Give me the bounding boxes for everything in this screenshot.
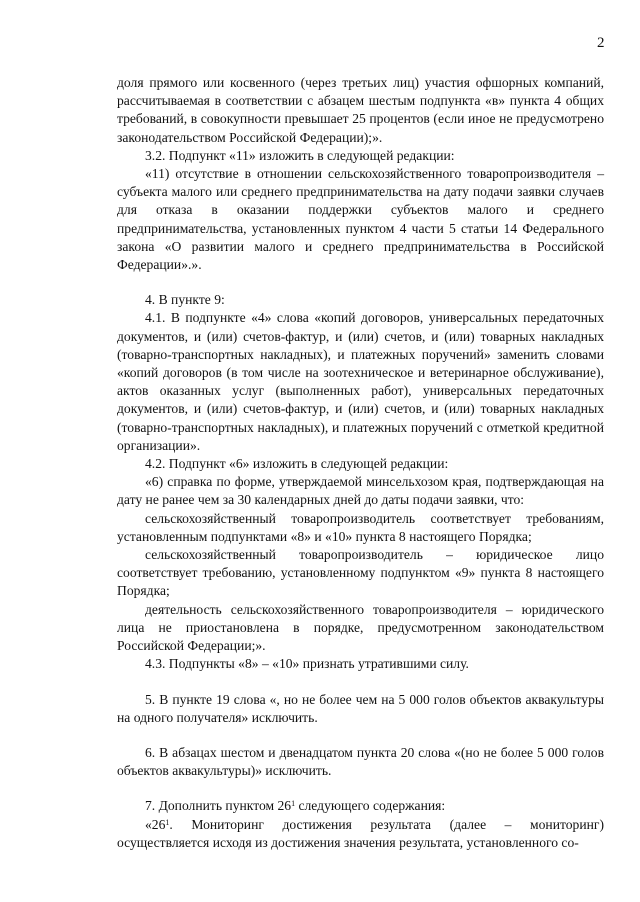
paragraph-text: 4.1. В подпункте «4» слова «копий договоров, универсальных передаточных документов, и (или) счетов-фактур, и (или) счетов, и (или) товарных накладных (товарно-транспортных накладных), и платежных поручений» заменить словами «копий договоров (в том числе на зоотехническое и ветеринарное обслуживание), актов оказанных услуг (выполненных работ), универсальных передаточных документов, и (или) счетов-фактур, и (или) счетов, и (или) товарных накладных (товарно-транспортных накладных), и платежных поручений с отметкой кредитной организации». — [117, 310, 604, 453]
paragraph-text: 5. В пункте 19 слова «, но не более чем на 5 000 голов объектов аквакультуры на одного получателя» исключить. — [117, 691, 604, 725]
paragraph-text: 6. В абзацах шестом и двенадцатом пункта 20 слова «(но не более 5 000 голов объектов аквакультуры)» исключить. — [117, 744, 604, 779]
paragraph-text-tail: . Мониторинг достижения результата (далее – мониторинг) осуществляется исходя из достижения значения результата, установленного со- — [117, 816, 604, 850]
document-body — [117, 74, 604, 852]
paragraph — [117, 510, 604, 546]
paragraph — [117, 744, 604, 780]
paragraph — [117, 655, 604, 673]
paragraph-text: 3.2. Подпункт «11» изложить в следующей редакции: — [145, 147, 455, 163]
paragraph-text: 4. В пункте 9: — [145, 292, 225, 308]
paragraph-text: сельскохозяйственный товаропроизводитель соответствует требованиям, установленным подпунктами «8» и «10» пункта 8 настоящего Порядка; — [117, 510, 604, 544]
paragraph — [117, 74, 604, 147]
page-number: 2 — [597, 35, 605, 51]
paragraph — [117, 291, 604, 309]
paragraph — [117, 601, 604, 656]
superscript: 1 — [291, 799, 296, 809]
paragraph — [117, 147, 604, 165]
paragraph — [117, 473, 604, 509]
paragraph-text: «6) справка по форме, утверждаемой минсельхозом края, подтверждающая на дату не ранее чем за 30 календарных дней до даты подачи заявки, что: — [117, 474, 604, 508]
paragraph-text: 4.3. Подпункты «8» – «10» признать утратившими силу. — [145, 656, 469, 672]
paragraph — [117, 165, 604, 274]
superscript: 1 — [165, 817, 170, 827]
paragraph — [117, 691, 604, 727]
paragraph-text: 7. Дополнить пунктом 26 — [145, 798, 292, 814]
paragraph-text: деятельность сельскохозяйственного товаропроизводителя – юридического лица не приостановлена в порядке, предусмотренном законодательством Российской Федерации;». — [117, 601, 604, 654]
paragraph-text: сельскохозяйственный товаропроизводитель – юридическое лицо соответствует требованию, установленному подпунктом «9» пункта 8 настоящего Порядка; — [117, 547, 604, 599]
paragraph — [117, 816, 604, 852]
paragraph-text: «11) отсутствие в отношении сельскохозяйственного товаропроизводителя – субъекта малого или среднего предпринимательства на дату подачи заявки случаев для отказа в оказании поддержки субъектов малого и среднего предпринимательства, установленных пунктом 4 части 5 статьи 14 Федерального закона «О развитии малого и среднего предпринимательства в Российской Федерации».». — [117, 166, 604, 273]
paragraph-text: «26 — [145, 816, 166, 832]
paragraph — [117, 455, 604, 473]
paragraph-text: 4.2. Подпункт «6» изложить в следующей редакции: — [145, 456, 449, 472]
paragraph-text: доля прямого или косвенного (через третьих лиц) участия офшорных компаний, рассчитываемая в соответствии с абзацем шестым подпункта «в» пункта 4 общих требований, в совокупности превышает 25 процентов (если иное не предусмотрено законодательством Российской Федерации);». — [117, 75, 604, 145]
paragraph — [117, 546, 604, 601]
paragraph — [117, 309, 604, 455]
paragraph-text-tail: следующего содержания: — [295, 798, 446, 814]
paragraph — [117, 797, 604, 815]
